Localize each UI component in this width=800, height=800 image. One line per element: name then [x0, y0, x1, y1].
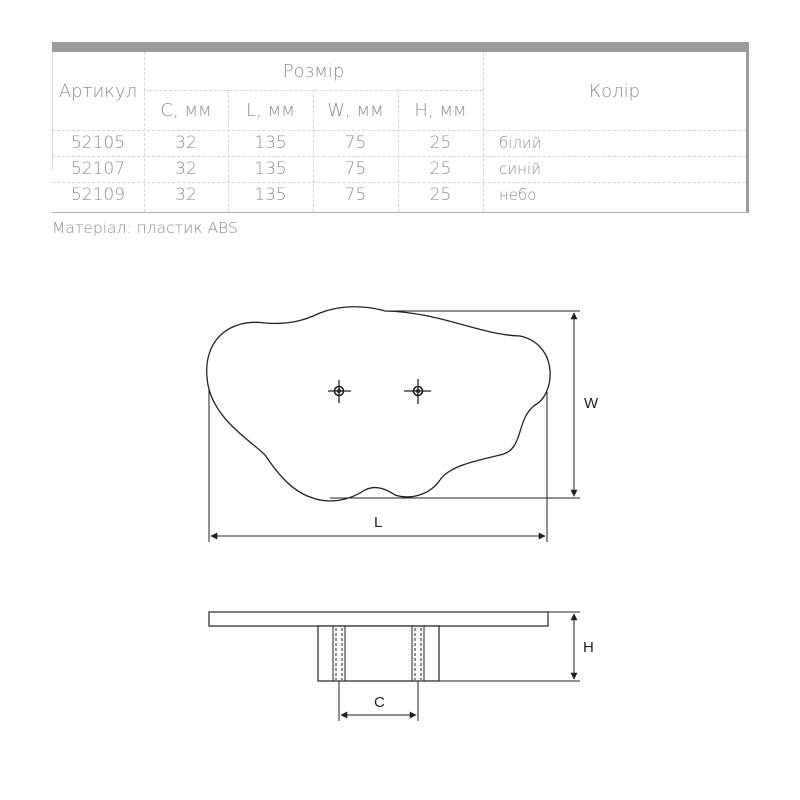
- table-cell-h: 25: [429, 159, 452, 179]
- header-size: Розмір: [282, 60, 345, 82]
- table-cell-color: небо: [499, 186, 537, 204]
- header-l: L, мм: [246, 99, 295, 121]
- table-cell-w: 75: [344, 159, 367, 179]
- dimension-label-l: L: [374, 514, 383, 531]
- table-cell-article: 52105: [70, 133, 126, 153]
- table-cell-w: 75: [344, 185, 367, 205]
- handle-top-view-outline: [207, 307, 550, 501]
- table-cell-c: 32: [175, 185, 197, 205]
- header-c: C, мм: [160, 99, 212, 121]
- handle-side-view: [209, 612, 548, 681]
- table-cell-h: 25: [429, 185, 452, 205]
- table-cell-w: 75: [344, 133, 367, 153]
- dimension-label-h: H: [583, 639, 594, 656]
- header-color: Колір: [588, 80, 641, 102]
- table-cell-c: 32: [175, 159, 197, 179]
- table-cell-l: 135: [254, 133, 287, 153]
- material-note: Матеріал: пластик ABS: [52, 219, 238, 237]
- table-cell-l: 135: [254, 185, 287, 205]
- table-cell-article: 52109: [70, 185, 126, 205]
- header-article: Артикул: [58, 80, 138, 102]
- dimension-label-c: C: [374, 694, 385, 711]
- table-cell-h: 25: [429, 133, 452, 153]
- table-cell-l: 135: [254, 159, 287, 179]
- dimension-label-w: W: [584, 395, 599, 412]
- table-cell-article: 52107: [70, 159, 126, 179]
- table-cell-color: білий: [499, 134, 542, 152]
- table-cell-color: синій: [499, 160, 541, 178]
- table-cell-c: 32: [175, 133, 197, 153]
- header-w: W, мм: [327, 99, 384, 121]
- header-h: H, мм: [414, 99, 467, 121]
